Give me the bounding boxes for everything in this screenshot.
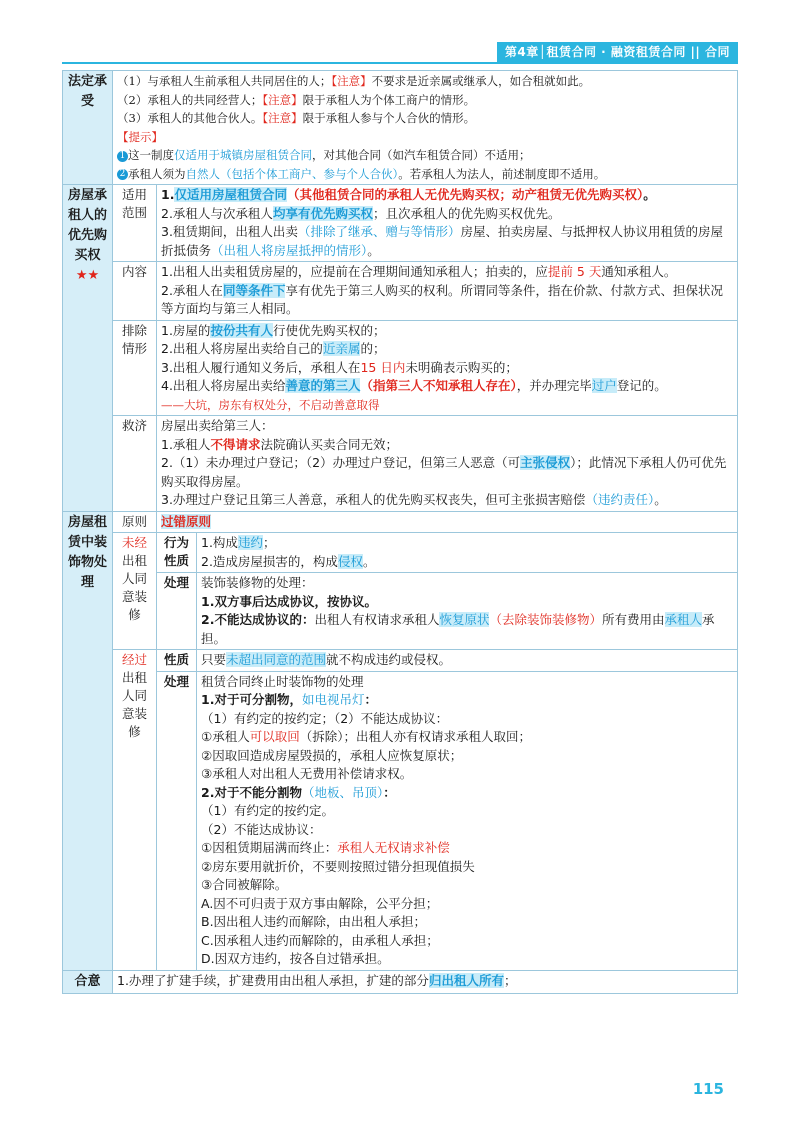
agreed-handle-content: 租赁合同终止时装饰物的处理 1.对于可分割物，如电视吊灯： （1）有约定的按约定；（2）不能达成协议： ①承租人可以取回（拆除）；出租人亦有权请求承租人取回； ②因取回造成房屋毁损的，承租人应恢复原状； ③承租人对出租人无费用补偿请求权。 2.对于不能分割物（地板、吊顶）： （1）有约定的按约定。 （2）不能达成协议： ①因租赁期届满而终止：承租人无权请求补偿 ②房东要用就折价，不要则按照过错分担现值损失 ③合同被解除。 A.因不可归责于双方事由解除，公平分担； B.因出租人违约而解除，由出租人承担； C.因承租人违约而解除的，由承租人承担； D.因双方违约，按各自过错承担。	[197, 671, 738, 970]
number-1-icon: 1	[117, 151, 128, 162]
succession-line-2: （2）承租人的共同经营人；【注意】限于承租人为个体工商户的情形。	[117, 92, 476, 107]
tip-label: 【提示】	[117, 129, 163, 144]
principle-label: 原则	[113, 511, 157, 533]
unagreed-behavior-row	[63, 533, 738, 573]
priority-exclusion-row	[63, 320, 738, 416]
remedy-label: 救济	[113, 416, 157, 512]
exclusion-content: 1.房屋的按份共有人行使优先购买权的； 2.出租人将房屋出卖给自己的近亲属的； 3.出租人履行通知义务后，承租人在15 日内未明确表示购买的； 4.出租人将房屋出卖给善意的第三人（指第三人不知承租人存在），并办理完毕过户登记的。 ——大坑，房东有权处分，不启动善意取得	[157, 320, 738, 416]
priority-content-row	[63, 262, 738, 321]
succession-line-1: （1）与承租人生前承租人共同居住的人；【注意】不要求是近亲属或继承人，如合租就如此。	[117, 74, 591, 88]
priority-purchase-label: 房屋承租人的优先购买权★★	[63, 185, 113, 512]
consent-row	[63, 970, 738, 993]
tip-line-1: 1 这一制度仅适用于城镇房屋租赁合同，对其他合同（如汽车租赁合同）不适用；	[117, 146, 733, 165]
scope-content: 1.仅适用房屋租赁合同（其他租赁合同的承租人无优先购买权；动产租赁无优先购买权）。 2.承租人与次承租人均享有优先购买权；且次承租人的优先购买权优先。 3.租赁期间，出租人出卖（排除了继承、赠与等情形）房屋、拍卖房屋、与抵押权人协议用租赁的房屋折抵债务（出租人将房屋抵押的情形）。	[157, 185, 738, 262]
exclusion-label: 排除情形	[113, 320, 157, 416]
unagreed-handle-label: 处理	[157, 573, 197, 650]
priority-scope-row	[63, 185, 738, 262]
agreed-label: 经过出租人同意装修	[113, 650, 157, 971]
star-icon: ★★	[75, 268, 100, 283]
priority-remedy-row	[63, 416, 738, 512]
consent-label: 合意	[63, 970, 113, 993]
statutory-succession-row	[63, 71, 738, 185]
statutory-succession-label: 法定承受	[63, 71, 113, 185]
contract-notes-table	[62, 70, 738, 994]
agreed-handle-row	[63, 671, 738, 970]
number-2-icon: 2	[117, 169, 128, 180]
unagreed-label: 未经出租人同意装修	[113, 533, 157, 650]
agreed-handle-label: 处理	[157, 671, 197, 970]
chapter-header: 第4章│租赁合同 · 融资租赁合同 || 合同	[497, 42, 738, 62]
content-content: 1.出租人出卖租赁房屋的，应提前在合理期间通知承租人；拍卖的，应提前 5 天通知承租人。 2.承租人在同等条件下享有优先于第三人购买的权利。所谓同等条件，指在价款、付款方式、担保状况等方面均与第三人相同。	[157, 262, 738, 321]
scope-label: 适用范围	[113, 185, 157, 262]
behavior-content: 1.构成违约； 2.造成房屋损害的，构成侵权。	[197, 533, 738, 573]
header-rule	[62, 62, 738, 64]
statutory-succession-content	[113, 71, 738, 185]
nature-label: 性质	[157, 650, 197, 672]
behavior-label: 行为性质	[157, 533, 197, 573]
tip-line-2: 2 承租人须为自然人（包括个体工商户、参与个人合伙）。若承租人为法人，前述制度即不适用。	[117, 165, 733, 184]
decoration-principle-row	[63, 511, 738, 533]
decoration-label: 房屋租赁中装饰物处理	[63, 511, 113, 970]
unagreed-handle-content: 装饰装修物的处理： 1.双方事后达成协议，按协议。 2.不能达成协议的：出租人有权请求承租人恢复原状（去除装饰装修物）所有费用由承租人承担。	[197, 573, 738, 650]
principle-value: 过错原则	[157, 511, 738, 533]
consent-content: 1.办理了扩建手续，扩建费用由出租人承担，扩建的部分归出租人所有；	[113, 970, 738, 993]
content-label: 内容	[113, 262, 157, 321]
unagreed-handle-row	[63, 573, 738, 650]
remedy-content: 房屋出卖给第三人： 1.承租人不得请求法院确认买卖合同无效； 2.（1）未办理过户登记；（2）办理过户登记，但第三人恶意（可主张侵权）；此情况下承租人仍可优先购买取得房屋。 3.办理过户登记且第三人善意，承租人的优先购买权丧失，但可主张损害赔偿（违约责任）。	[157, 416, 738, 512]
exclusion-note: ——大坑，房东有权处分，不启动善意取得	[161, 397, 380, 412]
succession-line-3: （3）承租人的其他合伙人。【注意】限于承租人参与个人合伙的情形。	[117, 111, 476, 125]
nature-content: 只要未超出同意的范围就不构成违约或侵权。	[197, 650, 738, 672]
page-number: 115	[692, 1080, 724, 1098]
agreed-nature-row	[63, 650, 738, 672]
